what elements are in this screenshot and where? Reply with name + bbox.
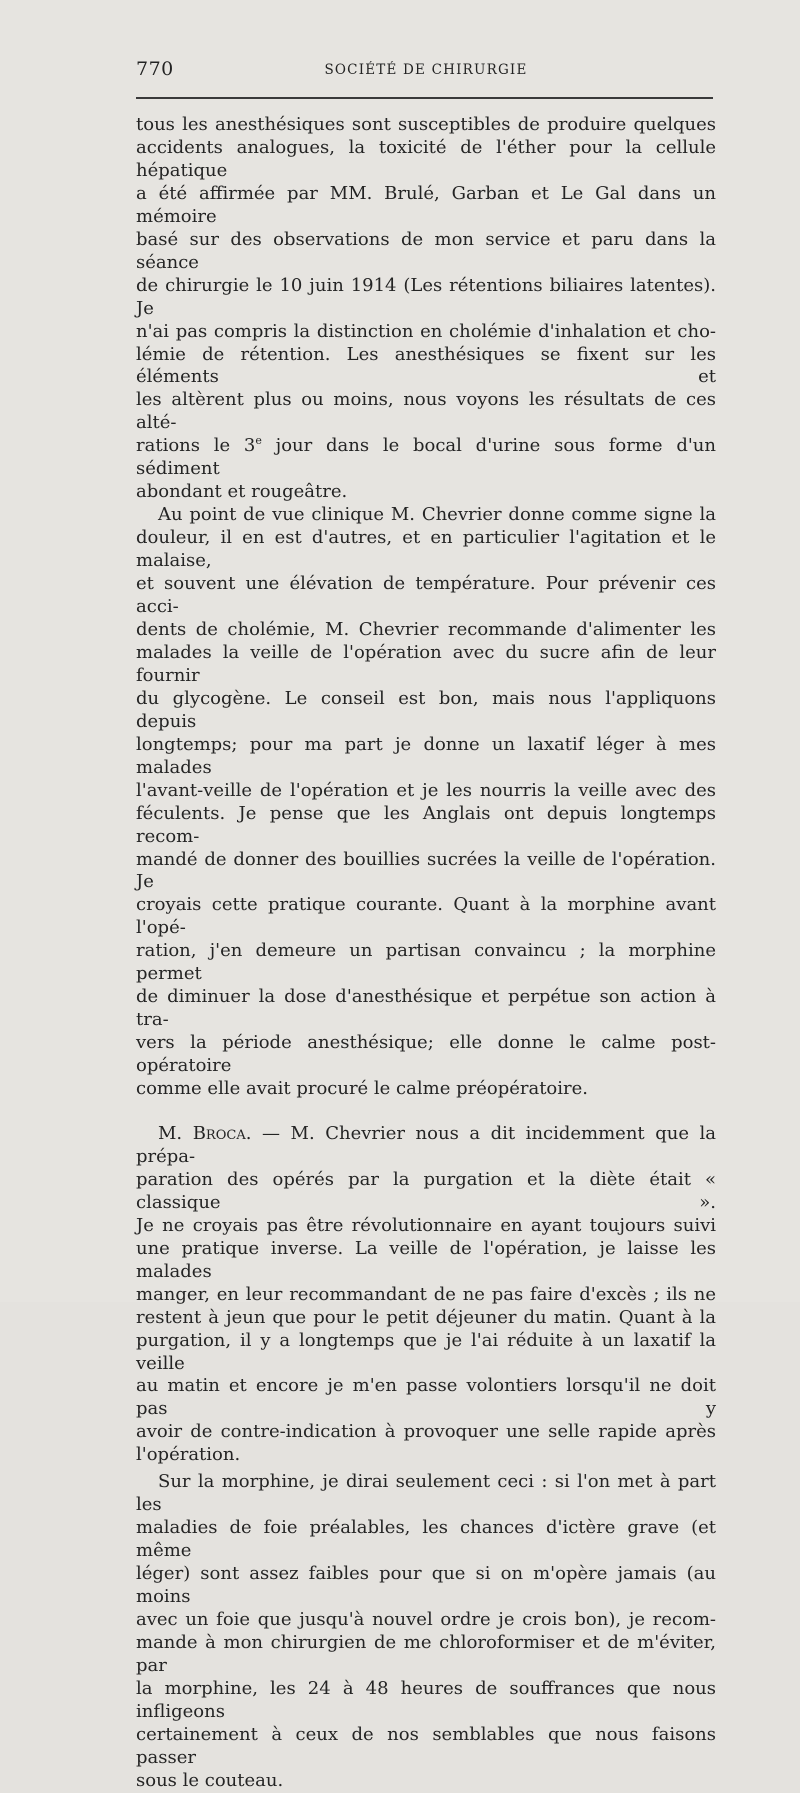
text-line: lémie de rétention. Les anesthésiques se fixent sur les éléments et <box>136 343 716 388</box>
text-line: basé sur des observations de mon service et paru dans la séance <box>136 228 716 273</box>
text-line: malades la veille de l'opération avec du sucre afin de leur fournir <box>136 641 716 686</box>
text-fragment: jour dans le bocal d'urine sous forme d'un sédiment <box>136 435 716 480</box>
text-line: Au point de vue clinique M. Chevrier donne comme signe la <box>158 504 716 526</box>
page-header <box>136 58 716 86</box>
text-line: du glycogène. Le conseil est bon, mais nous l'appliquons depuis <box>136 687 716 732</box>
paragraph <box>136 504 716 1101</box>
text-line: mande à mon chirurgien de me chloroformiser et de m'éviter, par <box>136 1631 716 1676</box>
text-line: n'ai pas compris la distinction en cholémie d'inhalation et cho- <box>136 320 716 342</box>
text-line: sous le couteau. <box>136 1769 284 1791</box>
text-line <box>136 435 716 481</box>
text-line: a été affirmée par MM. Brulé, Garban et Le Gal dans un mémoire <box>136 182 716 227</box>
text-line: l'opération. <box>136 1444 241 1466</box>
superscript: e <box>255 434 262 448</box>
text-line: et souvent une élévation de température. Pour prévenir ces acci- <box>136 573 716 618</box>
text-line: certainement à ceux de nos semblables que nous faisons passer <box>136 1723 716 1768</box>
text-line: maladies de foie préalables, les chances d'ictère grave (et même <box>136 1517 716 1562</box>
text-line: ration, j'en demeure un partisan convaincu ; la morphine permet <box>136 940 716 985</box>
speaker-prefix: M. <box>158 1122 193 1144</box>
text-fragment: rations le 3 <box>136 435 256 457</box>
text-line: dents de cholémie, M. Chevrier recommande d'alimenter les <box>136 618 716 640</box>
text-line: l'avant-veille de l'opération et je les nourris la veille avec des <box>136 779 716 801</box>
text-fragment: . — M. Chevrier nous a dit incidemment que la prépa- <box>136 1122 716 1167</box>
text-line: la morphine, les 24 à 48 heures de souffrances que nous infligeons <box>136 1677 716 1722</box>
running-head: SOCIÉTÉ DE CHIRURGIE <box>324 62 528 78</box>
text-line: abondant et rougeâtre. <box>136 481 348 503</box>
text-line: féculents. Je pense que les Anglais ont depuis longtemps recom- <box>136 802 716 847</box>
header-rule <box>136 97 713 99</box>
text-line: au matin et encore je m'en passe volontiers lorsqu'il ne doit pas y <box>136 1375 716 1420</box>
article-body <box>136 114 716 1793</box>
text-line: douleur, il en est d'autres, et en particulier l'agitation et le malaise, <box>136 527 716 572</box>
text-line: Sur la morphine, je dirai seulement ceci : si l'on met à part les <box>136 1471 716 1516</box>
speaker-name: Broca <box>192 1122 246 1144</box>
text-line: manger, en leur recommandant de ne pas faire d'excès ; ils ne <box>136 1283 716 1305</box>
text-line: purgation, il y a longtemps que je l'ai réduite à un laxatif la veille <box>136 1329 716 1374</box>
text-line: longtemps; pour ma part je donne un laxatif léger à mes malades <box>136 733 716 778</box>
text-line: mandé de donner des bouillies sucrées la veille de l'opération. Je <box>136 848 716 893</box>
text-line: une pratique inverse. La veille de l'opération, je laisse les malades <box>136 1237 716 1282</box>
page-number: 770 <box>136 58 174 80</box>
text-line: comme elle avait procuré le calme préopératoire. <box>136 1078 589 1100</box>
text-line: les altèrent plus ou moins, nous voyons les résultats de ces alté- <box>136 389 716 434</box>
text-line: vers la période anesthésique; elle donne le calme post-opératoire <box>136 1032 716 1077</box>
text-line: avoir de contre-indication à provoquer une selle rapide après <box>136 1421 716 1443</box>
paragraph <box>136 1471 716 1792</box>
text-line: avec un foie que jusqu'à nouvel ordre je crois bon), je recom- <box>136 1609 716 1630</box>
text-line: Je ne croyais pas être révolutionnaire en ayant toujours suivi <box>136 1214 716 1236</box>
text-line: accidents analogues, la toxicité de l'éther pour la cellule hépatique <box>136 136 716 181</box>
text-line: croyais cette pratique courante. Quant à la morphine avant l'opé- <box>136 894 716 939</box>
text-line: de diminuer la dose d'anesthésique et perpétue son action à tra- <box>136 986 716 1031</box>
paragraph-broca <box>136 1123 716 1467</box>
text-line: paration des opérés par la purgation et la diète était « classique ». <box>136 1168 716 1213</box>
text-line: restent à jeun que pour le petit déjeuner du matin. Quant à la <box>136 1306 716 1328</box>
text-line: de chirurgie le 10 juin 1914 (Les rétentions biliaires latentes). Je <box>136 274 716 319</box>
text-line: léger) sont assez faibles pour que si on m'opère jamais (au moins <box>136 1563 716 1608</box>
text-line: tous les anesthésiques sont susceptibles de produire quelques <box>136 114 716 135</box>
text-line <box>136 1123 716 1169</box>
paragraph <box>136 114 716 504</box>
